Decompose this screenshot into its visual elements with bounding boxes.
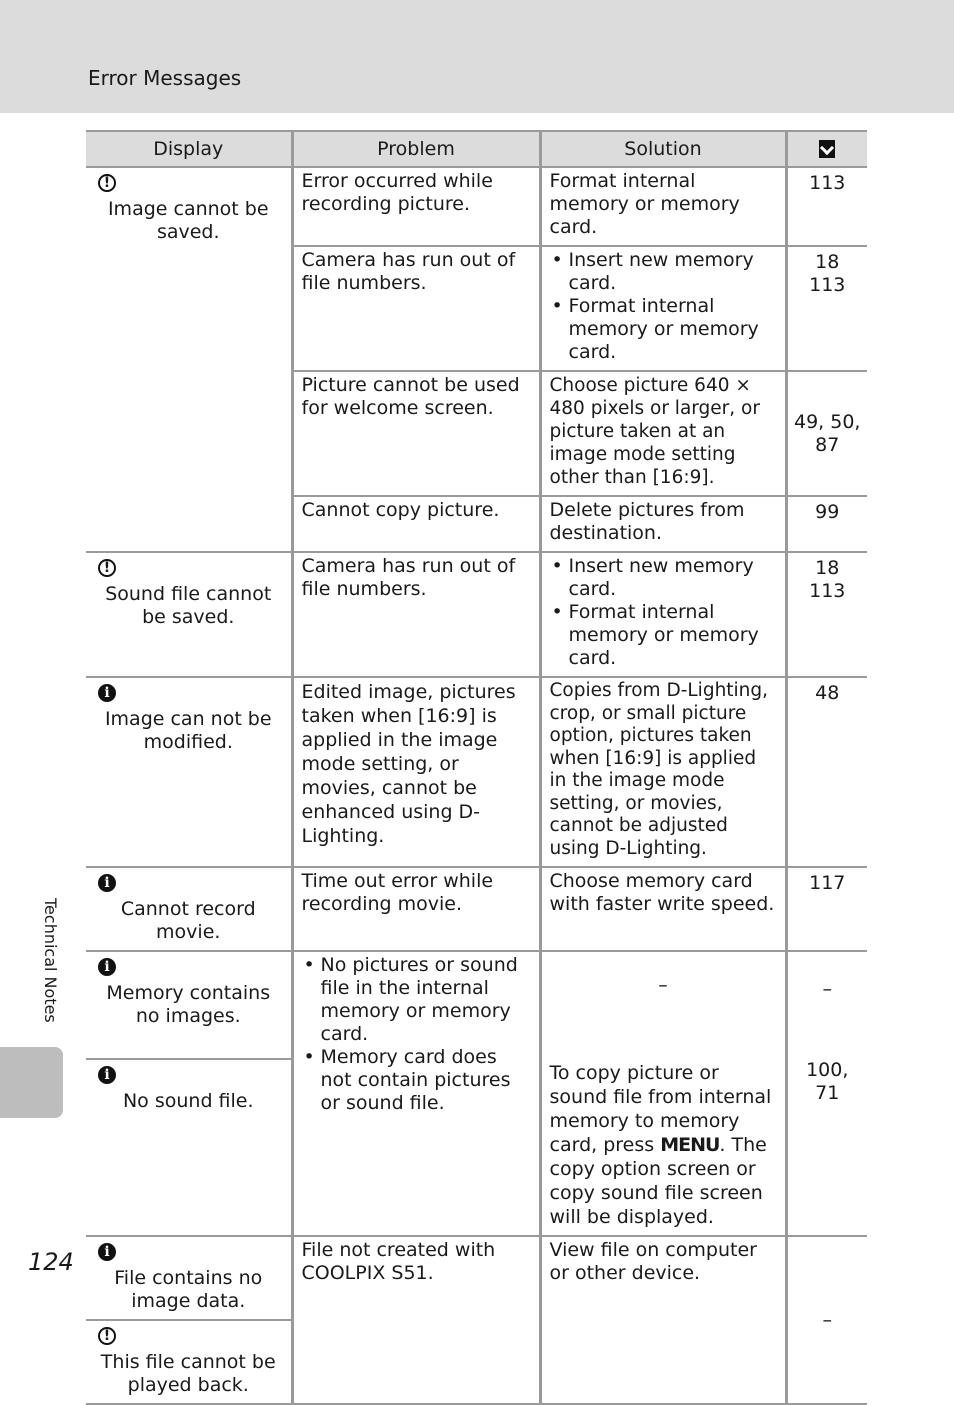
display-cell <box>86 1320 292 1404</box>
problem-cell: Edited image, pictures taken when [16:9] is applied in the image mode setting, or movies, cannot be enhanced using D-Lighting. <box>292 677 540 867</box>
warning-icon <box>98 174 116 192</box>
display-text: File contains no image data. <box>114 1267 263 1312</box>
warning-icon <box>98 1327 116 1345</box>
header-band <box>0 0 954 113</box>
reference-cell: – <box>786 951 867 1059</box>
display-cell <box>86 1059 292 1236</box>
info-icon <box>98 1243 116 1261</box>
problem-cell: Error occurred while recording picture. <box>292 167 540 246</box>
section-title: Error Messages <box>88 66 242 90</box>
list-item: • Memory card does not contain pictures or sound file. <box>302 1046 533 1115</box>
info-icon <box>98 684 116 702</box>
reference-cell: 18 113 <box>786 246 867 371</box>
column-header-reference <box>786 131 867 167</box>
problem-cell: Picture cannot be used for welcome screen. <box>292 371 540 496</box>
problem-cell: File not created with COOLPIX S51. <box>292 1236 540 1404</box>
list-item: • No pictures or sound file in the internal memory or memory card. <box>302 954 533 1046</box>
warning-icon <box>98 559 116 577</box>
display-cell <box>86 552 292 677</box>
reference-cell: – <box>786 1236 867 1404</box>
solution-cell: Choose picture 640 × 480 pixels or larger, or picture taken at an image mode setting other than [16:9]. <box>540 371 786 496</box>
solution-cell: Choose memory card with faster write speed. <box>540 867 786 951</box>
reference-cell: 113 <box>786 167 867 246</box>
table-row <box>86 677 867 867</box>
display-text: No sound file. <box>122 1090 254 1112</box>
problem-cell: Camera has run out of file numbers. <box>292 552 540 677</box>
list-item: • Insert new memory card. <box>550 555 779 601</box>
side-tab-marker <box>0 1047 63 1118</box>
list-item: • Format internal memory or memory card. <box>550 295 779 364</box>
problem-cell <box>292 951 540 1236</box>
table-row <box>86 951 867 1059</box>
display-cell <box>86 951 292 1059</box>
reference-cell: 100, 71 <box>786 1059 867 1236</box>
solution-cell: Delete pictures from destination. <box>540 496 786 552</box>
display-text: Cannot record movie. <box>120 898 256 943</box>
display-text: Image can not be modified. <box>104 708 272 753</box>
column-header-problem: Problem <box>292 131 540 167</box>
info-icon <box>98 958 116 976</box>
solution-cell: To copy picture or sound file from internal memory to memory card, press MENU. The copy option screen or copy sound file screen will be displayed. <box>540 1059 786 1236</box>
page-reference-icon <box>819 140 835 158</box>
problem-cell: Cannot copy picture. <box>292 496 540 552</box>
column-header-solution: Solution <box>540 131 786 167</box>
info-icon <box>98 1066 116 1084</box>
solution-cell <box>540 552 786 677</box>
solution-cell: Copies from D-Lighting, crop, or small picture option, pictures taken when [16:9] is applied in the image mode setting, or movies, cannot be adjusted using D-Lighting. <box>540 677 786 867</box>
reference-cell: 18 113 <box>786 552 867 677</box>
column-header-display: Display <box>86 131 292 167</box>
reference-cell: 49, 50, 87 <box>786 371 867 496</box>
list-item: • Format internal memory or memory card. <box>550 601 779 670</box>
display-text: Sound file cannot be saved. <box>105 583 272 628</box>
info-icon <box>98 874 116 892</box>
solution-cell <box>540 246 786 371</box>
display-cell <box>86 167 292 552</box>
table-row <box>86 1236 867 1320</box>
display-text: Memory contains no images. <box>106 982 271 1027</box>
solution-cell: – <box>540 951 786 1059</box>
side-tab-label: Technical Notes <box>41 898 60 1023</box>
table-header-row <box>86 131 867 167</box>
display-cell <box>86 867 292 951</box>
reference-cell: 99 <box>786 496 867 552</box>
display-text: Image cannot be saved. <box>107 198 269 243</box>
display-text: This file cannot be played back. <box>100 1351 276 1396</box>
display-cell <box>86 677 292 867</box>
table-row <box>86 167 867 246</box>
error-messages-table <box>86 130 867 1405</box>
solution-cell: View file on computer or other device. <box>540 1236 786 1404</box>
solution-cell: Format internal memory or memory card. <box>540 167 786 246</box>
problem-cell: Time out error while recording movie. <box>292 867 540 951</box>
table-row <box>86 867 867 951</box>
menu-button-glyph: MENU <box>660 1134 720 1156</box>
problem-cell: Camera has run out of file numbers. <box>292 246 540 371</box>
reference-cell: 117 <box>786 867 867 951</box>
page-number: 124 <box>28 1248 74 1276</box>
reference-cell: 48 <box>786 677 867 867</box>
table-row <box>86 552 867 677</box>
display-cell <box>86 1236 292 1320</box>
list-item: • Insert new memory card. <box>550 249 779 295</box>
